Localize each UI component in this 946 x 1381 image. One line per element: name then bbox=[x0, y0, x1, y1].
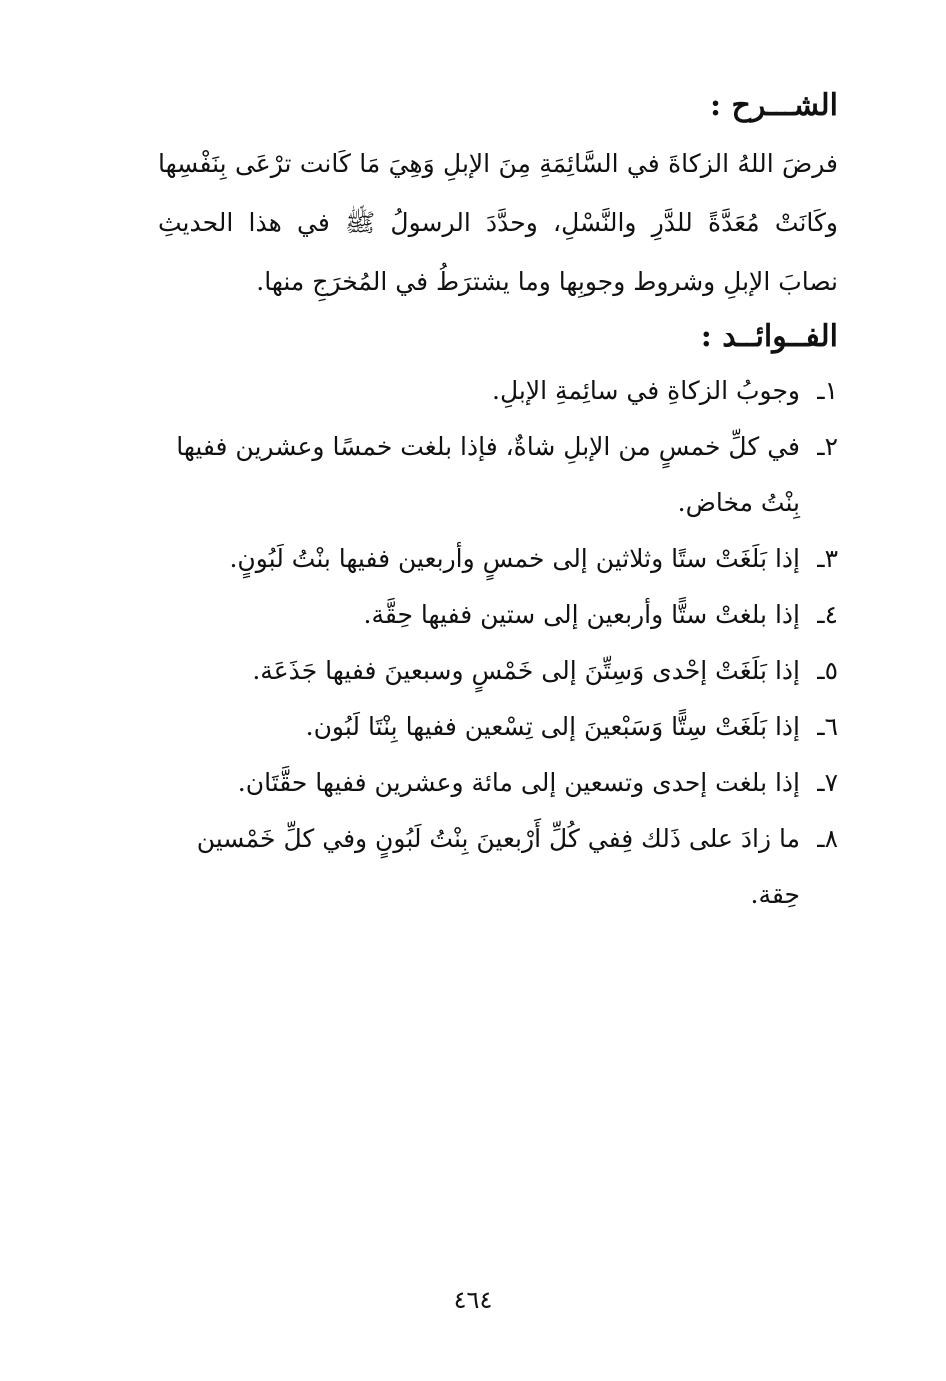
item-number: ٦ـ bbox=[817, 712, 838, 741]
page-number: ٤٦٤ bbox=[453, 1286, 493, 1314]
fawaid-item bbox=[158, 643, 838, 699]
item-text: إذا بَلَغَتْ إحْدى وَسِتِّنَ إلى خَمْسٍ وسبعينَ ففيها جَذَعَة. bbox=[252, 656, 800, 685]
item-number: ٧ـ bbox=[817, 768, 838, 797]
fawaid-item bbox=[158, 811, 838, 923]
item-text: وجوبُ الزكاةِ في سائِمةِ الإبلِ. bbox=[492, 376, 800, 405]
item-number: ١ـ bbox=[817, 376, 838, 405]
item-number: ٣ـ bbox=[817, 544, 838, 573]
sharh-paragraph: فرضَ اللهُ الزكاةَ في السَّائِمَةِ مِنَ الإبلِ وَهِيَ مَا كَانت ترْعَى بِنَفْسِها وكَانَتْ مُعَدَّةً للدَّرِ والنَّسْلِ، وحدَّدَ الرسولُ ﷺ في هذا الحديثِ نصابَ الإبلِ وشروط وجوبِها وما يشترَطُ في المُخرَجِ منها. bbox=[158, 149, 838, 296]
item-number: ٥ـ bbox=[817, 656, 838, 685]
item-number: ٤ـ bbox=[817, 600, 838, 629]
item-text: إذا بَلَغَتْ ستًا وثلاثين إلى خمسٍ وأربعين ففيها بنْتُ لَبُونٍ. bbox=[229, 544, 800, 573]
fawaid-heading: الفــوائــد : bbox=[700, 319, 838, 354]
item-text: إذا بَلَغَتْ سِتًّا وَسَبْعينَ إلى تِسْعين ففيها بِنْتَا لَبُون. bbox=[305, 712, 800, 741]
fawaid-item bbox=[158, 587, 838, 643]
fawaid-item bbox=[158, 699, 838, 755]
item-text: إذا بلغتْ ستًّا وأربعين إلى ستين ففيها حِقَّة. bbox=[363, 600, 800, 629]
fawaid-list bbox=[158, 363, 838, 923]
item-text: في كلِّ خمسٍ من الإبلِ شاةٌ، فإذا بلغت خمسًا وعشرين ففيها بِنْتُ مخاض. bbox=[176, 432, 800, 517]
page-content bbox=[158, 88, 838, 923]
fawaid-item bbox=[158, 531, 838, 587]
item-text: إذا بلغت إحدى وتسعين إلى مائة وعشرين ففيها حقَّتَان. bbox=[237, 768, 800, 797]
item-number: ٨ـ bbox=[817, 824, 838, 853]
sharh-heading: الشـــرح : bbox=[709, 88, 838, 123]
fawaid-item bbox=[158, 363, 838, 419]
fawaid-item bbox=[158, 755, 838, 811]
item-number: ٢ـ bbox=[817, 432, 838, 461]
fawaid-item bbox=[158, 419, 838, 531]
item-text: ما زادَ على ذَلك فِفي كُلِّ أَرْبعينَ بِنْتُ لَبُونٍ وفي كلِّ خَمْسين حِقة. bbox=[196, 824, 800, 909]
